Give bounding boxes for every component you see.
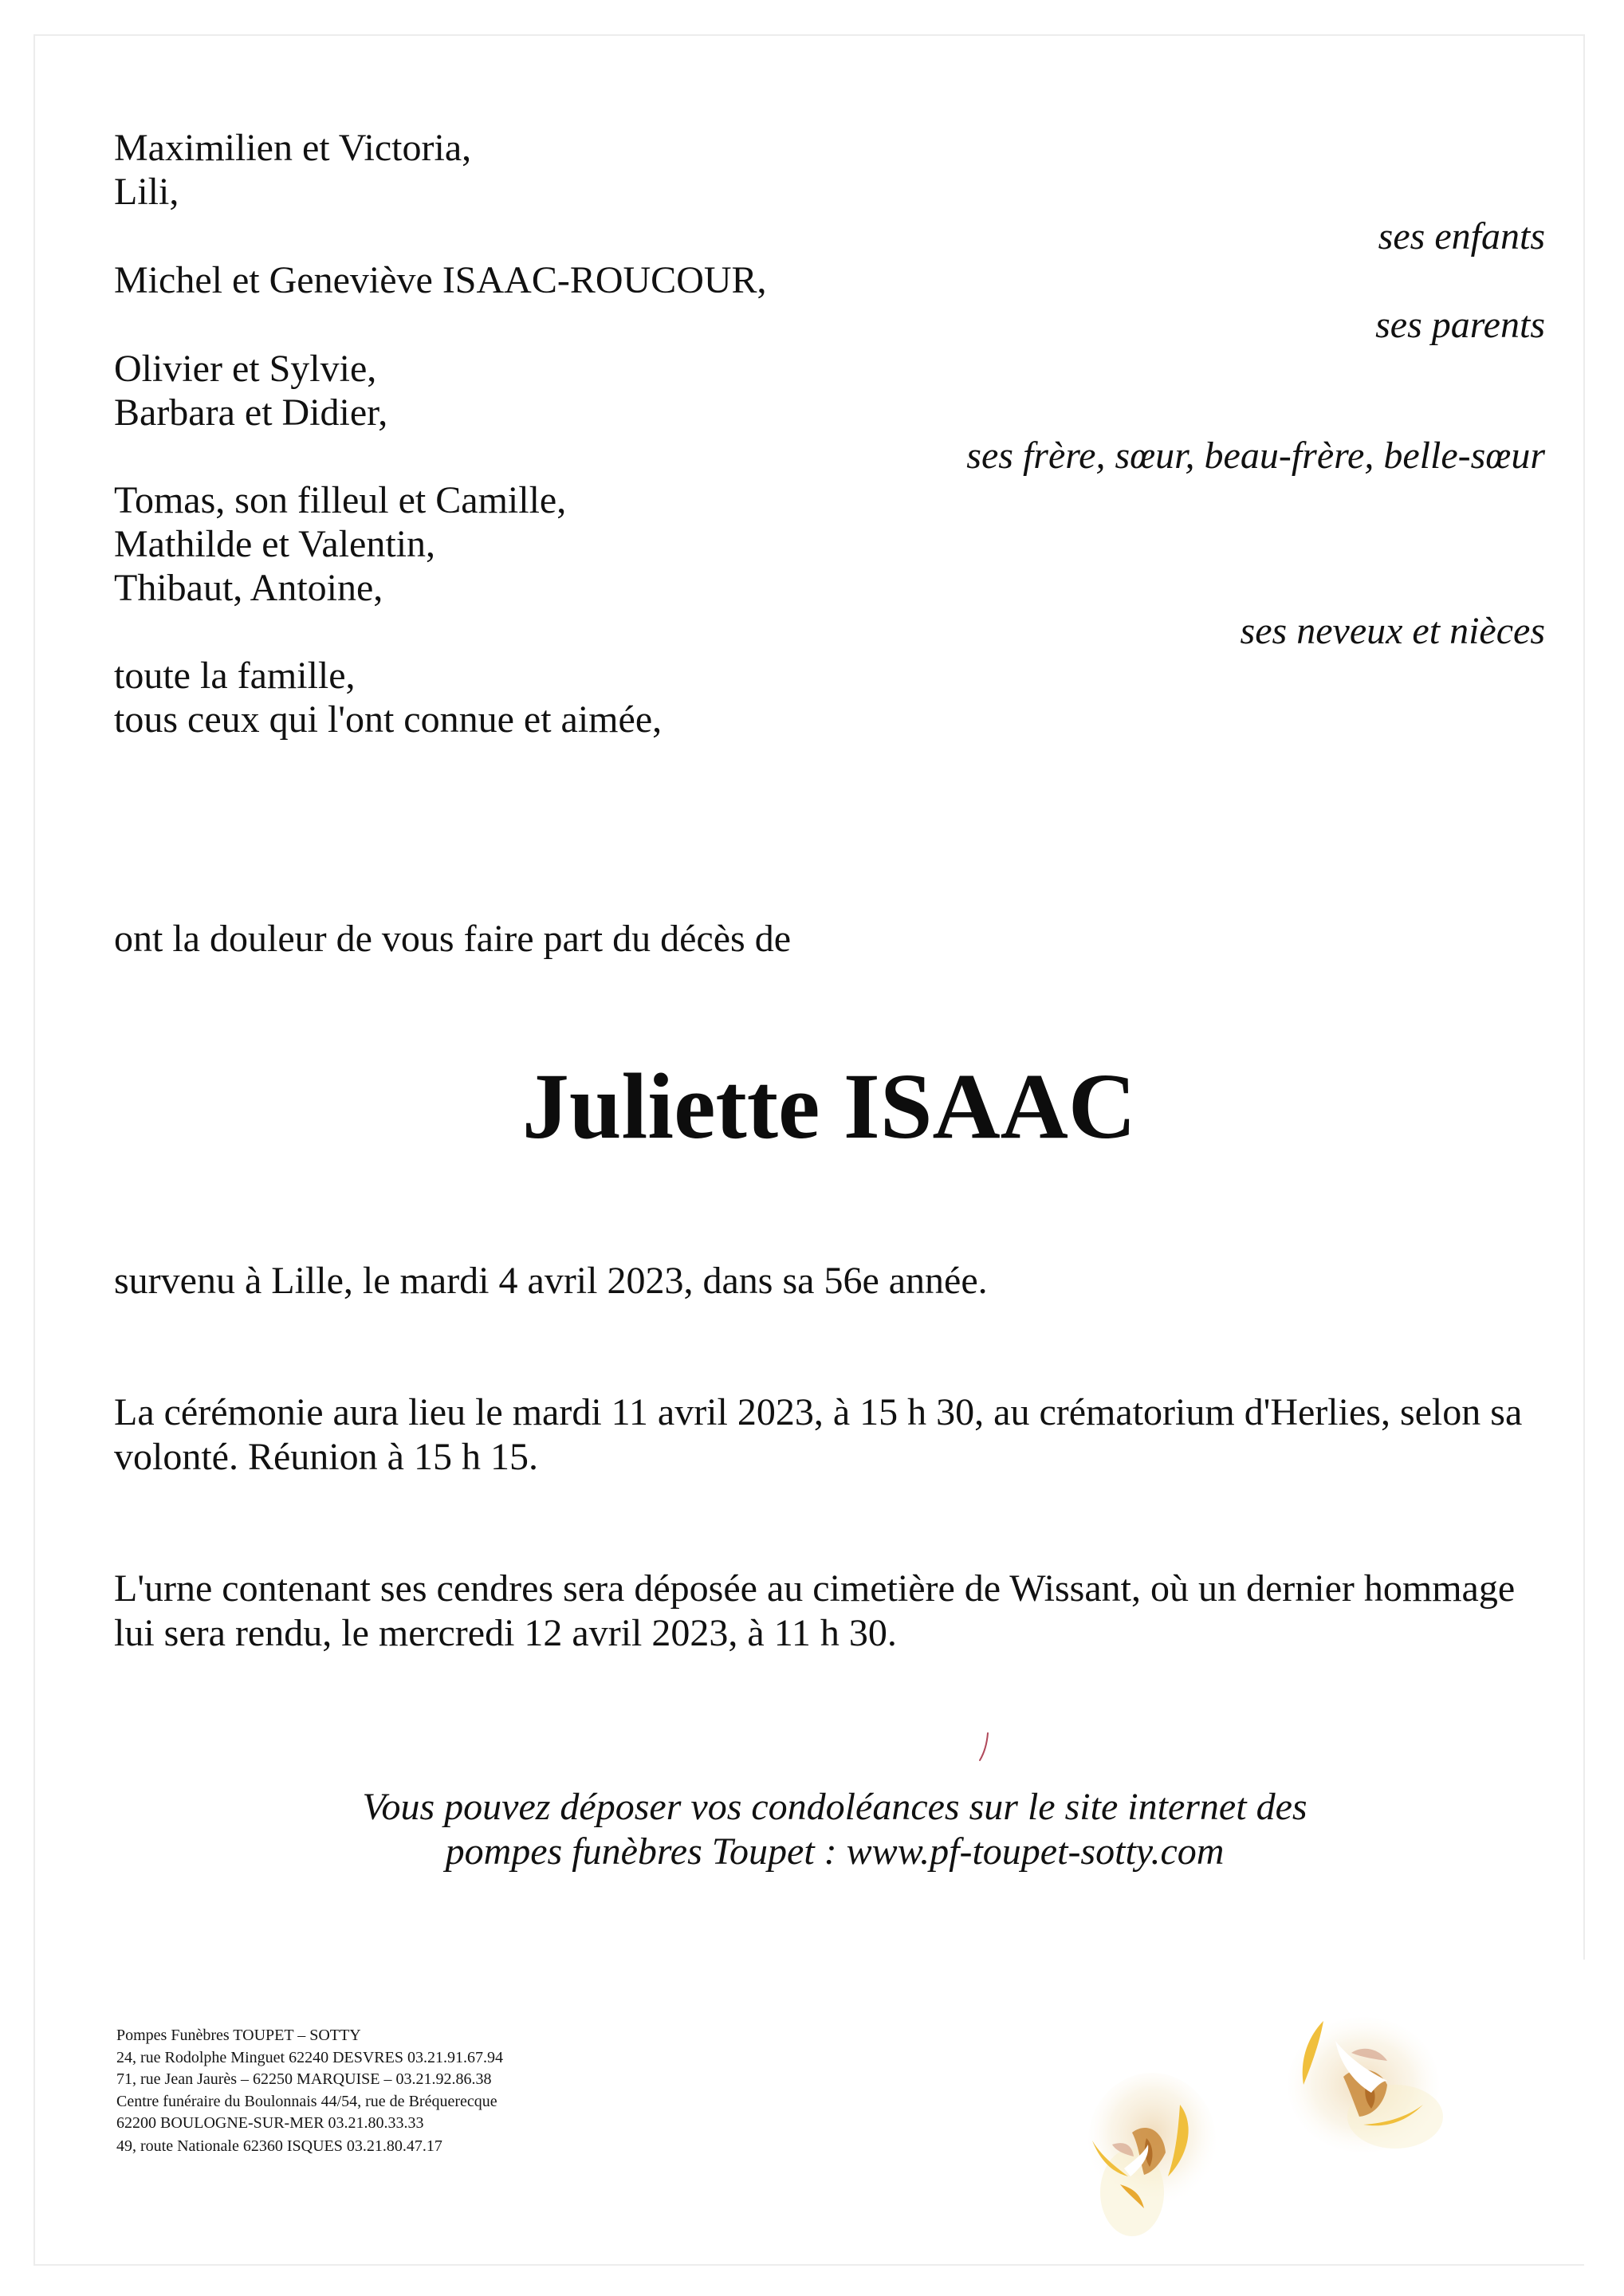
family-name-line: Lili, bbox=[114, 171, 179, 213]
family-name-line: tous ceux qui l'ont connue et aimée, bbox=[114, 698, 663, 741]
pen-mark bbox=[977, 1732, 990, 1763]
relation-label: ses parents bbox=[1375, 304, 1545, 346]
family-name-line: Mathilde et Valentin, bbox=[114, 523, 436, 565]
condolences-line[interactable]: pompes funèbres Toupet : www.pf-toupet-sotty.com bbox=[445, 1830, 1225, 1873]
orchid-flower-icon bbox=[1276, 2005, 1459, 2164]
footer-company: Pompes Funèbres TOUPET – SOTTY bbox=[116, 2027, 361, 2044]
footer-address: 49, route Nationale 62360 ISQUES 03.21.80.47.17 bbox=[116, 2137, 442, 2155]
relation-label: ses enfants bbox=[1378, 215, 1545, 258]
relation-label: ses frère, sœur, beau-frère, belle-sœur bbox=[966, 434, 1545, 477]
orchid-flower-icon bbox=[1076, 2065, 1228, 2248]
family-name-line: Olivier et Sylvie, bbox=[114, 348, 377, 390]
deceased-name: Juliette ISAAC bbox=[521, 1054, 1137, 1158]
family-name-line: Maximilien et Victoria, bbox=[114, 127, 472, 169]
ceremony-paragraph-line: La cérémonie aura lieu le mardi 11 avril 2023, à 15 h 30, au crématorium d'Herlies, selon sa bbox=[114, 1391, 1523, 1433]
family-name-line: Michel et Geneviève ISAAC-ROUCOUR, bbox=[114, 259, 767, 301]
family-name-line: Tomas, son filleul et Camille, bbox=[114, 479, 567, 521]
relation-label: ses neveux et nièces bbox=[1240, 610, 1545, 652]
condolences-line: Vous pouvez déposer vos condoléances sur le site internet des bbox=[362, 1786, 1307, 1828]
footer-address: 24, rue Rodolphe Minguet 62240 DESVRES 03.21.91.67.94 bbox=[116, 2049, 503, 2066]
page-border-right bbox=[1583, 34, 1585, 1960]
footer-address: Centre funéraire du Boulonnais 44/54, rue de Bréquerecque bbox=[116, 2093, 497, 2110]
urn-paragraph-line: lui sera rendu, le mercredi 12 avril 2023, à 11 h 30. bbox=[114, 1612, 897, 1654]
family-name-line: Thibaut, Antoine, bbox=[114, 567, 383, 609]
ceremony-paragraph-line: volonté. Réunion à 15 h 15. bbox=[114, 1436, 538, 1478]
death-paragraph: survenu à Lille, le mardi 4 avril 2023, dans sa 56e année. bbox=[114, 1260, 988, 1302]
family-name-line: toute la famille, bbox=[114, 655, 356, 697]
urn-paragraph-line: L'urne contenant ses cendres sera déposée au cimetière de Wissant, où un dernier hommage bbox=[114, 1567, 1516, 1610]
footer-address: 71, rue Jean Jaurès – 62250 MARQUISE – 03.21.92.86.38 bbox=[116, 2070, 492, 2088]
announcement-text: ont la douleur de vous faire part du décès de bbox=[114, 918, 792, 960]
footer-address: 62200 BOULOGNE-SUR-MER 03.21.80.33.33 bbox=[116, 2114, 424, 2132]
family-name-line: Barbara et Didier, bbox=[114, 391, 388, 434]
